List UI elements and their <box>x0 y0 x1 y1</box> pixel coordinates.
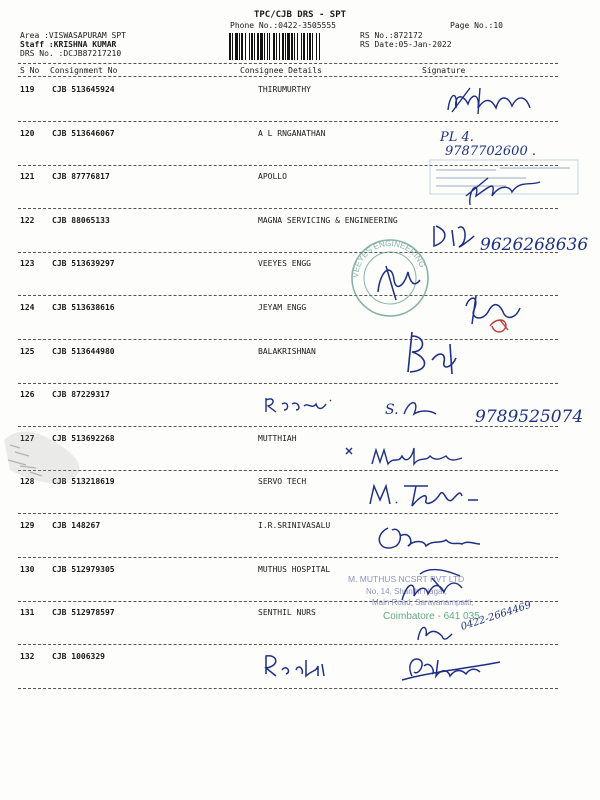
row-consignee: BALAKRISHNAN <box>258 346 316 356</box>
row-sno: 127 <box>20 433 35 443</box>
row-consignee: THIRUMURTHY <box>258 85 311 94</box>
signature-row-124 <box>466 296 520 324</box>
handwriting-row-120 <box>439 130 536 159</box>
veeyes-stamp-text: VEEYES ENGINEERING <box>350 238 428 279</box>
row126-phone: 9789525074 <box>475 407 584 427</box>
row-consignment-no: CJB 87776817 <box>52 172 110 182</box>
signature-row-126 <box>266 398 331 412</box>
row-consignment-no: CJB 513218619 <box>52 477 115 487</box>
document-title: TPC/CJB DRS - SPT <box>253 10 347 20</box>
signature-row-123 <box>378 266 420 300</box>
row-sno: 126 <box>20 390 35 400</box>
signature-row-126-initials <box>404 403 436 414</box>
muthus-stamp-line1: M. MUTHUS NCSRT PVT LTD <box>348 574 465 584</box>
row-consignee: MAGNA SERVICING & ENGINEERING <box>258 215 398 225</box>
column-header-sno: S No <box>20 66 40 75</box>
row-sno: 128 <box>20 477 35 487</box>
row-sno: 120 <box>20 128 35 138</box>
row-consignment-no: CJB 513646067 <box>52 128 115 138</box>
row-consignment-no: CJB 513645924 <box>52 85 115 94</box>
row-consignment-no: CJB 512978597 <box>52 608 115 618</box>
column-header-consignee: Consignee Details <box>240 66 322 75</box>
row120-note: PL 4. <box>440 130 474 145</box>
row-consignee: SENTHIL NURS <box>258 608 316 618</box>
area-field: Area :VISWASAPURAM SPT <box>20 31 126 40</box>
staff-field: Staff :KRISHNA KUMAR <box>20 40 117 49</box>
muthus-hospital-stamp <box>348 574 483 622</box>
row120-phone: 9787702600 . <box>445 144 536 159</box>
signature-row-129 <box>379 528 480 548</box>
phone-number: Phone No.:0422-3505555 <box>230 21 336 30</box>
row-consignee: VEEYES ENGG <box>258 259 311 269</box>
muthus-stamp-line4: Coimbatore - 641 035. <box>383 611 483 622</box>
row-sno: 129 <box>20 521 35 530</box>
row-sno: 119 <box>20 85 35 94</box>
signature-row-125 <box>408 332 456 374</box>
row-sno: 121 <box>20 172 35 182</box>
column-header-consignment: Consignment No <box>50 66 118 75</box>
row-sno: 130 <box>20 564 35 574</box>
muthus-stamp-line2: No. 14, Shanthi Nagar, <box>366 587 447 596</box>
ink-smudge <box>4 432 80 483</box>
muthus-stamp-line3: Main Road, Saravanampatti, <box>372 598 474 607</box>
row-consignment-no: CJB 512979305 <box>52 564 115 574</box>
row-sno: 122 <box>20 215 35 225</box>
rs-date-field: RS Date:05-Jan-2022 <box>360 40 452 49</box>
row-consignment-no: CJB 1006329 <box>52 651 105 661</box>
row-sno: 125 <box>20 346 35 356</box>
row-consignee: A L RNGANATHAN <box>258 128 326 138</box>
rs-number-field: RS No.:872172 <box>360 31 423 40</box>
row-sno: 123 <box>20 259 35 269</box>
signature-row-121 <box>466 178 540 205</box>
signature-row-131 <box>418 627 452 640</box>
row-consignee: MUTHUS HOSPITAL <box>258 564 331 574</box>
row-sno: 132 <box>20 651 35 661</box>
drs-number-field: DRS No. :DCJB87217210 <box>20 49 122 58</box>
signature-row-127 <box>346 448 462 464</box>
row-sno: 124 <box>20 303 35 312</box>
signature-row-128 <box>370 486 478 506</box>
row122-phone: 9626268636 <box>480 235 589 255</box>
row-consignment-no: CJB 513644980 <box>52 346 115 356</box>
page-number: Page No.:10 <box>450 21 503 30</box>
stamp-row-121 <box>430 160 578 194</box>
row-sno: 131 <box>20 608 35 618</box>
row-consignment-no: CJB 148267 <box>52 521 101 530</box>
row-consignment-no: CJB 513692268 <box>52 433 115 443</box>
row131-phone: 0422-2664469 <box>459 599 533 633</box>
row-consignment-no: CJB 88065133 <box>52 215 110 225</box>
signature-row-122 <box>434 226 474 247</box>
red-mark-row-124 <box>490 320 508 332</box>
row-consignee: APOLLO <box>258 172 287 182</box>
signature-row-132 <box>266 656 500 680</box>
row-consignment-no: CJB 513639297 <box>52 259 115 269</box>
row126-initials: S. <box>385 402 399 418</box>
row-consignee: MUTTHIAH <box>258 433 297 443</box>
signature-row-119 <box>448 88 530 114</box>
row-consignee: JEYAM ENGG <box>258 303 307 312</box>
column-header-signature: Signature <box>422 66 466 75</box>
row-consignee: SERVO TECH <box>258 477 307 487</box>
row-consignee: I.R.SRINIVASALU <box>258 521 331 530</box>
row-consignment-no: CJB 87229317 <box>52 390 110 400</box>
row-consignment-no: CJB 513638616 <box>52 303 115 312</box>
